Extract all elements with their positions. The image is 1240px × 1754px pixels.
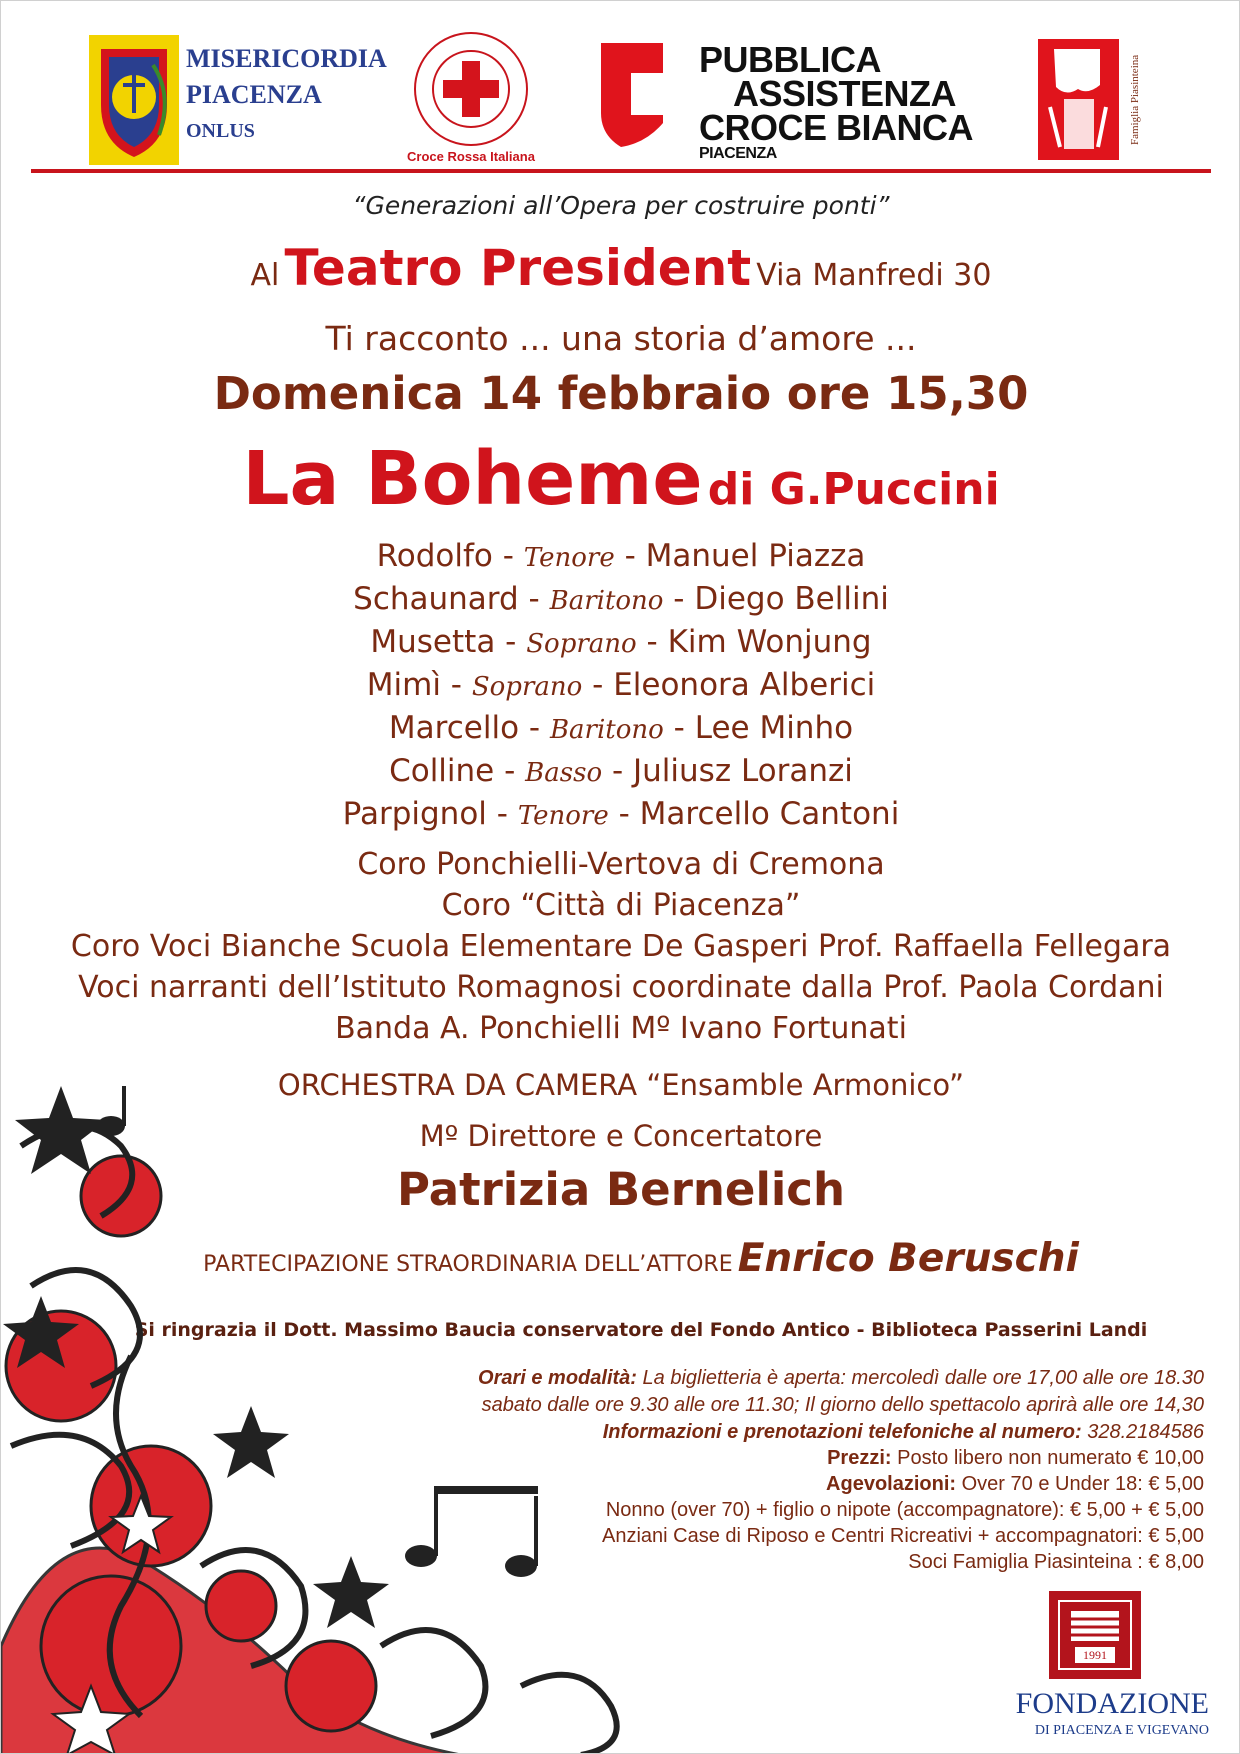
venue-line xyxy=(1,239,1240,297)
cast-singer: Juliusz Loranzi xyxy=(633,753,853,789)
info-orari-label: Orari e modalità: xyxy=(478,1367,637,1389)
choir-line: Banda A. Ponchielli Mº Ivano Fortunati xyxy=(335,1011,907,1046)
choir-line: Coro “Città di Piacenza” xyxy=(441,888,801,923)
subtitle: Ti racconto ... una storia d’amore ... xyxy=(325,319,917,358)
info-prezzi-label: Prezzi: xyxy=(827,1447,892,1469)
cast-voice: Baritono xyxy=(549,715,664,745)
thanks: Si ringrazia il Dott. Massimo Baucia conservatore del Fondo Antico - Biblioteca Passerini Landi xyxy=(134,1319,1148,1341)
cast-row: Rodolfo - Tenore - Manuel Piazza xyxy=(376,538,866,574)
cast-singer: Manuel Piazza xyxy=(645,538,866,574)
orchestra: ORCHESTRA DA CAMERA “Ensamble Armonico” xyxy=(277,1068,965,1102)
cast-voice: Tenore xyxy=(517,801,609,831)
cast-voice: Soprano xyxy=(471,672,583,702)
info-prezzi-line xyxy=(827,1447,1204,1470)
fondazione-logo xyxy=(1049,1591,1141,1679)
fondazione-emblem-icon xyxy=(1049,1591,1141,1679)
fondazione-name: FONDAZIONE xyxy=(1015,1687,1209,1720)
pa-line1: PUBBLICA xyxy=(699,39,881,80)
cast-role: Rodolfo xyxy=(376,538,493,574)
cast-singer: Kim Wonjung xyxy=(667,624,872,660)
venue-name: Teatro President xyxy=(284,239,752,297)
cast-singer: Marcello Cantoni xyxy=(639,796,900,832)
croce-rossa-logo xyxy=(406,29,536,169)
cast-list xyxy=(1,536,1240,837)
choir-line: Coro Ponchielli-Vertova di Cremona xyxy=(357,847,885,882)
info-soci: Soci Famiglia Piasinteina : € 8,00 xyxy=(908,1551,1204,1573)
cast-voice: Tenore xyxy=(523,543,615,573)
misericordia-line3: ONLUS xyxy=(186,120,255,142)
pa-line3: CROCE BIANCA xyxy=(699,107,974,148)
guest-label: PARTECIPAZIONE STRAORDINARIA DELL’ATTORE xyxy=(203,1252,733,1277)
pubblica-assistenza-name xyxy=(699,39,974,163)
info-orari-2: sabato dalle ore 9.30 alle ore 11.30; Il giorno dello spettacolo aprirà alle ore 14,30 xyxy=(481,1394,1204,1416)
famiglia-emblem-icon xyxy=(1036,37,1121,162)
music-notes-decoration-icon xyxy=(1,1086,721,1754)
cast-role: Colline xyxy=(389,753,495,789)
cast-row: Mimì - Soprano - Eleonora Alberici xyxy=(366,667,876,703)
cast-role: Mimì xyxy=(366,667,441,703)
pubblica-assistenza-logo xyxy=(601,43,663,147)
croce-rossa-caption: Croce Rossa Italiana xyxy=(407,149,535,164)
misericordia-line1: MISERICORDIA xyxy=(186,44,387,73)
info-phone-label: Informazioni e prenotazioni telefoniche al numero: xyxy=(602,1421,1082,1443)
info-agev-line xyxy=(826,1473,1204,1496)
cast-singer: Diego Bellini xyxy=(694,581,889,617)
famiglia-vertical-text: Famiglia Piasinteina xyxy=(1129,54,1141,145)
croce-bianca-icon xyxy=(601,43,663,147)
info-phone-number: 328.2184586 xyxy=(1087,1421,1204,1443)
info-agev-text: Over 70 e Under 18: € 5,00 xyxy=(961,1473,1204,1495)
famiglia-logo xyxy=(1036,37,1141,162)
guest-name: Enrico Beruschi xyxy=(737,1236,1079,1281)
cast-row: Musetta - Soprano - Kim Wonjung xyxy=(370,624,872,660)
pa-line2: ASSISTENZA xyxy=(733,73,957,114)
director-label: Mº Direttore e Concertatore xyxy=(419,1119,823,1153)
cast-voice: Soprano xyxy=(526,629,637,659)
fondazione-year: 1991 xyxy=(1083,1648,1107,1662)
red-cross-icon xyxy=(406,29,536,149)
cast-voice: Basso xyxy=(525,758,603,788)
fondazione-subtitle: DI PIACENZA E VIGEVANO xyxy=(1034,1723,1209,1738)
misericordia-name xyxy=(186,41,387,149)
opera-title-line xyxy=(1,436,1240,522)
cast-role: Musetta xyxy=(370,624,496,660)
info-agev-label: Agevolazioni: xyxy=(826,1473,957,1495)
cast-row: Marcello - Baritono - Lee Minho xyxy=(388,710,854,746)
venue-address: Via Manfredi 30 xyxy=(756,258,992,293)
header-divider xyxy=(31,169,1211,173)
choirs-list xyxy=(1,844,1240,1049)
cast-role: Marcello xyxy=(388,710,520,746)
venue-prefix: Al xyxy=(250,258,280,293)
info-nonno: Nonno (over 70) + figlio o nipote (accompagnatore): € 5,00 + € 5,00 xyxy=(605,1499,1204,1521)
info-orari-text-1: La biglietteria è aperta: mercoledì dalle ore 17,00 alle ore 18.30 xyxy=(642,1367,1204,1389)
cast-singer: Eleonora Alberici xyxy=(613,667,876,703)
misericordia-line2: PIACENZA xyxy=(186,80,322,109)
pa-line4: PIACENZA xyxy=(699,145,777,162)
tagline: “Generazioni all’Opera per costruire ponti” xyxy=(352,191,890,220)
cast-singer: Lee Minho xyxy=(694,710,854,746)
choir-line: Voci narranti dell’Istituto Romagnosi coordinate dalla Prof. Paola Cordani xyxy=(78,970,1164,1005)
cast-role: Parpignol xyxy=(342,796,487,832)
misericordia-shield-icon xyxy=(89,35,179,165)
cast-row: Colline - Basso - Juliusz Loranzi xyxy=(389,753,853,789)
event-date: Domenica 14 febbraio ore 15,30 xyxy=(213,367,1029,420)
cast-voice: Baritono xyxy=(549,586,664,616)
opera-composer: di G.Puccini xyxy=(707,464,1000,515)
cast-row: Parpignol - Tenore - Marcello Cantoni xyxy=(342,796,900,832)
cast-row: Schaunard - Baritono - Diego Bellini xyxy=(353,581,889,617)
music-decoration xyxy=(1,1086,721,1754)
opera-title: La Boheme xyxy=(242,436,703,522)
director-name: Patrizia Bernelich xyxy=(396,1163,846,1216)
cast-role: Schaunard xyxy=(353,581,519,617)
info-anziani: Anziani Case di Riposo e Centri Ricreativi + accompagnatori: € 5,00 xyxy=(602,1525,1204,1547)
info-prezzi-text: Posto libero non numerato € 10,00 xyxy=(897,1447,1204,1469)
choir-line: Coro Voci Bianche Scuola Elementare De Gasperi Prof. Raffaella Fellegara xyxy=(70,929,1172,964)
misericordia-logo xyxy=(89,35,179,165)
